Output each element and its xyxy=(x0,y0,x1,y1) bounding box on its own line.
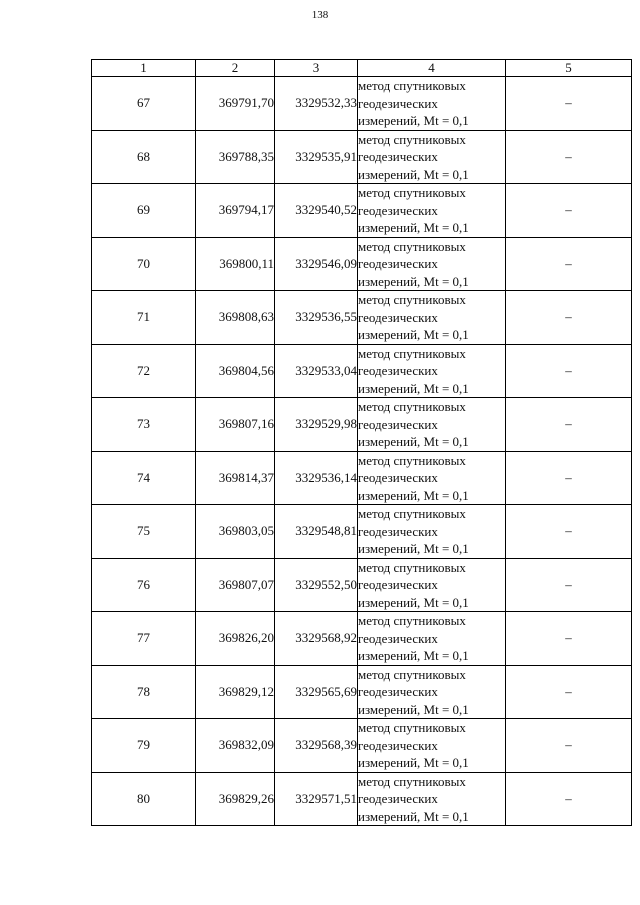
method-cell xyxy=(358,505,506,559)
header-row xyxy=(92,60,632,77)
x-coordinate-cell: 369807,16 xyxy=(196,398,275,452)
method-line: метод спутниковых xyxy=(358,613,466,628)
note-cell: – xyxy=(506,665,632,719)
method-line: метод спутниковых xyxy=(358,666,466,682)
method-line: метод спутниковых xyxy=(358,185,466,200)
y-coordinate-cell: 3329540,52 xyxy=(275,184,358,238)
method-cell xyxy=(358,77,506,131)
method-cell xyxy=(358,612,506,666)
method-line: метод спутниковых xyxy=(358,292,466,307)
page-number: 138 xyxy=(311,9,329,21)
point-number-cell: 74 xyxy=(92,451,196,505)
point-number-cell: 78 xyxy=(92,665,196,719)
method-line: геодезических xyxy=(358,791,438,806)
method-cell xyxy=(358,237,506,291)
method-line: измерений, Mt = 0,1 xyxy=(358,380,469,396)
method-line: метод спутниковых xyxy=(358,506,466,521)
point-number-cell: 79 xyxy=(92,719,196,773)
y-coordinate-cell: 3329571,51 xyxy=(275,772,358,826)
method-cell xyxy=(358,772,506,826)
point-number-cell: 70 xyxy=(92,237,196,291)
y-coordinate-cell: 3329532,33 xyxy=(275,77,358,131)
note-cell: – xyxy=(506,451,632,505)
header-col-1: 1 xyxy=(92,60,196,77)
y-coordinate-cell: 3329568,39 xyxy=(275,719,358,773)
note-cell: – xyxy=(506,398,632,452)
method-line: метод спутниковых xyxy=(358,238,466,254)
method-line: измерений, Mt = 0,1 xyxy=(358,434,469,449)
table-body xyxy=(92,77,632,826)
y-coordinate-cell: 3329533,04 xyxy=(275,344,358,398)
table-row xyxy=(92,130,632,184)
method-line: геодезических xyxy=(358,202,438,218)
method-line: метод спутниковых xyxy=(358,720,466,735)
method-cell xyxy=(358,558,506,612)
method-cell xyxy=(358,719,506,773)
method-line: геодезических xyxy=(358,684,438,699)
method-line: геодезических xyxy=(358,363,438,378)
method-line: измерений, Mt = 0,1 xyxy=(358,701,469,717)
x-coordinate-cell: 369791,70 xyxy=(196,77,275,131)
table-row xyxy=(92,665,632,719)
method-line: метод спутниковых xyxy=(358,399,466,414)
header-col-2: 2 xyxy=(196,60,275,77)
method-cell xyxy=(358,665,506,719)
table-row xyxy=(92,291,632,345)
method-cell xyxy=(358,184,506,238)
y-coordinate-cell: 3329529,98 xyxy=(275,398,358,452)
note-cell: – xyxy=(506,344,632,398)
point-number-cell: 68 xyxy=(92,130,196,184)
point-number-cell: 80 xyxy=(92,772,196,826)
x-coordinate-cell: 369804,56 xyxy=(196,344,275,398)
method-line: измерений, Mt = 0,1 xyxy=(358,166,469,182)
table-row xyxy=(92,558,632,612)
point-number-cell: 77 xyxy=(92,612,196,666)
table-row xyxy=(92,719,632,773)
y-coordinate-cell: 3329565,69 xyxy=(275,665,358,719)
point-number-cell: 76 xyxy=(92,558,196,612)
y-coordinate-cell: 3329552,50 xyxy=(275,558,358,612)
method-line: геодезических xyxy=(358,523,438,539)
header-col-5: 5 xyxy=(506,60,632,77)
method-cell xyxy=(358,398,506,452)
method-line: метод спутниковых xyxy=(358,452,466,468)
x-coordinate-cell: 369800,11 xyxy=(196,237,275,291)
method-line: измерений, Mt = 0,1 xyxy=(358,594,469,610)
method-line: геодезических xyxy=(358,737,438,753)
point-number-cell: 67 xyxy=(92,77,196,131)
point-number-cell: 71 xyxy=(92,291,196,345)
note-cell: – xyxy=(506,505,632,559)
x-coordinate-cell: 369832,09 xyxy=(196,719,275,773)
point-number-cell: 73 xyxy=(92,398,196,452)
x-coordinate-cell: 369814,37 xyxy=(196,451,275,505)
header-col-3: 3 xyxy=(275,60,358,77)
x-coordinate-cell: 369807,07 xyxy=(196,558,275,612)
x-coordinate-cell: 369803,05 xyxy=(196,505,275,559)
point-number-cell: 72 xyxy=(92,344,196,398)
y-coordinate-cell: 3329568,92 xyxy=(275,612,358,666)
method-line: измерений, Mt = 0,1 xyxy=(358,541,469,556)
note-cell: – xyxy=(506,612,632,666)
method-line: геодезических xyxy=(358,95,438,111)
method-line: измерений, Mt = 0,1 xyxy=(358,808,469,824)
method-line: метод спутниковых xyxy=(358,773,466,789)
y-coordinate-cell: 3329536,14 xyxy=(275,451,358,505)
method-line: измерений, Mt = 0,1 xyxy=(358,755,469,770)
method-cell xyxy=(358,344,506,398)
table-row xyxy=(92,344,632,398)
table-row xyxy=(92,612,632,666)
method-cell xyxy=(358,451,506,505)
method-line: геодезических xyxy=(358,577,438,592)
method-line: измерений, Mt = 0,1 xyxy=(358,273,469,289)
table-row xyxy=(92,451,632,505)
method-line: измерений, Mt = 0,1 xyxy=(358,113,469,128)
y-coordinate-cell: 3329546,09 xyxy=(275,237,358,291)
x-coordinate-cell: 369794,17 xyxy=(196,184,275,238)
method-line: геодезических xyxy=(358,149,438,164)
coordinates-table xyxy=(91,59,632,826)
table-row xyxy=(92,772,632,826)
x-coordinate-cell: 369788,35 xyxy=(196,130,275,184)
note-cell: – xyxy=(506,237,632,291)
note-cell: – xyxy=(506,772,632,826)
x-coordinate-cell: 369808,63 xyxy=(196,291,275,345)
method-line: геодезических xyxy=(358,416,438,432)
note-cell: – xyxy=(506,184,632,238)
table-row xyxy=(92,77,632,131)
header-col-4: 4 xyxy=(358,60,506,77)
note-cell: – xyxy=(506,558,632,612)
x-coordinate-cell: 369829,26 xyxy=(196,772,275,826)
method-line: измерений, Mt = 0,1 xyxy=(358,220,469,235)
method-line: измерений, Mt = 0,1 xyxy=(358,327,469,342)
method-line: метод спутниковых xyxy=(358,345,466,361)
table-row xyxy=(92,184,632,238)
method-line: измерений, Mt = 0,1 xyxy=(358,648,469,663)
method-line: геодезических xyxy=(358,470,438,485)
method-line: метод спутниковых xyxy=(358,78,466,93)
method-line: геодезических xyxy=(358,309,438,325)
method-line: метод спутниковых xyxy=(358,559,466,575)
table-row xyxy=(92,505,632,559)
note-cell: – xyxy=(506,77,632,131)
note-cell: – xyxy=(506,130,632,184)
note-cell: – xyxy=(506,719,632,773)
table-row xyxy=(92,398,632,452)
method-line: геодезических xyxy=(358,630,438,646)
method-line: измерений, Mt = 0,1 xyxy=(358,487,469,503)
y-coordinate-cell: 3329536,55 xyxy=(275,291,358,345)
method-line: метод спутниковых xyxy=(358,131,466,147)
method-cell xyxy=(358,291,506,345)
method-line: геодезических xyxy=(358,256,438,271)
table-row xyxy=(92,237,632,291)
y-coordinate-cell: 3329548,81 xyxy=(275,505,358,559)
method-cell xyxy=(358,130,506,184)
y-coordinate-cell: 3329535,91 xyxy=(275,130,358,184)
x-coordinate-cell: 369829,12 xyxy=(196,665,275,719)
x-coordinate-cell: 369826,20 xyxy=(196,612,275,666)
point-number-cell: 69 xyxy=(92,184,196,238)
note-cell: – xyxy=(506,291,632,345)
point-number-cell: 75 xyxy=(92,505,196,559)
